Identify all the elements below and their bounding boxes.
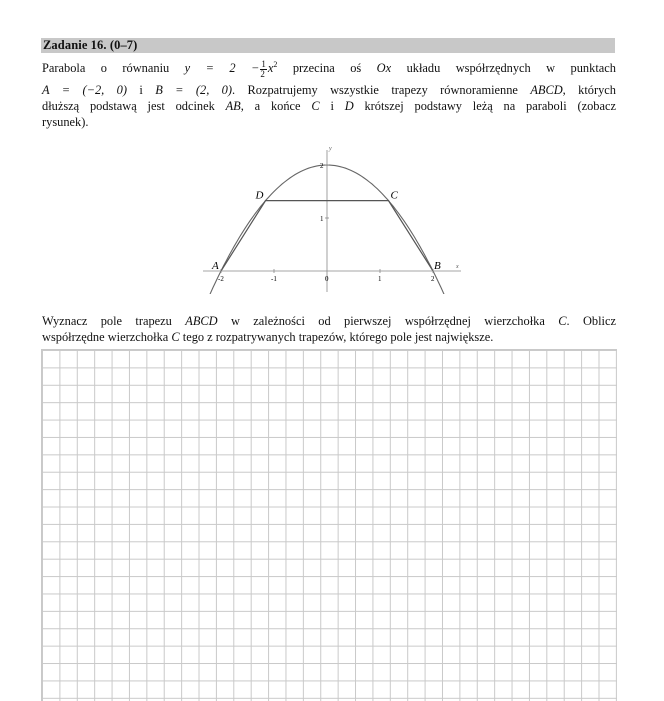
intro-text: rysunek). xyxy=(42,114,89,129)
intro-text: , a końce xyxy=(240,98,301,113)
point-a-coords: A = (−2, 0) xyxy=(42,82,127,97)
vertex-d: D xyxy=(344,98,354,113)
intro-text: układu współrzędnych w punktach xyxy=(406,61,616,76)
intro-text: Parabola o równaniu xyxy=(42,61,170,76)
trapezoid-name: ABCD xyxy=(530,82,563,97)
axis-name: Ox xyxy=(376,61,392,76)
intro-text: , których xyxy=(562,82,617,97)
tick-label-neg1: -1 xyxy=(271,275,277,283)
label-y-axis: y xyxy=(329,146,332,152)
label-x-axis: x xyxy=(456,264,459,270)
question-text: w zależności od pierwszej współrzędnej wierzchołka xyxy=(230,314,545,328)
intro-text: i xyxy=(330,98,334,113)
intro-text: i xyxy=(139,82,143,97)
tick-label-1: 1 xyxy=(378,275,382,283)
equation-fraction xyxy=(260,60,267,79)
intro-line-2 xyxy=(42,82,616,98)
trapezoid-name: ABCD xyxy=(185,314,218,328)
equation-exponent: 2 xyxy=(273,60,278,69)
intro-text: dłuższą podstawą jest odcinek xyxy=(42,98,215,113)
question-text: . Oblicz xyxy=(566,314,616,328)
vertex-c: C xyxy=(171,330,180,344)
fraction-denominator: 2 xyxy=(260,68,265,79)
task-question xyxy=(42,313,616,345)
tick-label-y1: 1 xyxy=(320,215,324,223)
question-line-2 xyxy=(42,329,616,345)
intro-line-4 xyxy=(42,114,616,130)
segment-ab: AB xyxy=(225,98,241,113)
label-a: A xyxy=(212,260,219,272)
task-header: Zadanie 16. (0–7) xyxy=(41,38,615,53)
question-line-1 xyxy=(42,313,616,329)
question-text: współrzędne wierzchołka xyxy=(42,330,169,344)
tick-label-0: 0 xyxy=(325,275,329,283)
label-d: D xyxy=(255,189,264,202)
intro-line-1 xyxy=(42,57,616,79)
question-text: tego z rozpatrywanych trapezów, którego pole jest największe. xyxy=(182,330,494,344)
intro-text: przecina oś xyxy=(292,61,362,76)
answer-grid[interactable] xyxy=(41,349,617,701)
vertex-c: C xyxy=(558,314,567,328)
intro-line-3 xyxy=(42,98,616,114)
label-c: C xyxy=(390,189,398,202)
fraction-numerator: 1 xyxy=(261,58,266,69)
tick-label-neg2: -2 xyxy=(218,275,224,283)
intro-text: . Rozpatrujemy wszystkie trapezy równoramienne xyxy=(232,82,518,97)
equation-lhs: y = 2 − xyxy=(184,61,260,76)
tick-label-2: 2 xyxy=(431,275,435,283)
intro-text: krótszej podstawy leżą na paraboli (zobacz xyxy=(364,98,616,113)
parabola-trapezoid-figure xyxy=(199,144,465,294)
point-b-coords: B = (2, 0) xyxy=(155,82,233,97)
vertex-c: C xyxy=(311,98,320,113)
question-text: Wyznacz pole trapezu xyxy=(42,314,172,328)
label-b: B xyxy=(434,260,441,272)
equation-variable: x xyxy=(267,61,274,76)
tick-label-y2: 2 xyxy=(320,162,324,170)
task-intro xyxy=(42,57,616,130)
